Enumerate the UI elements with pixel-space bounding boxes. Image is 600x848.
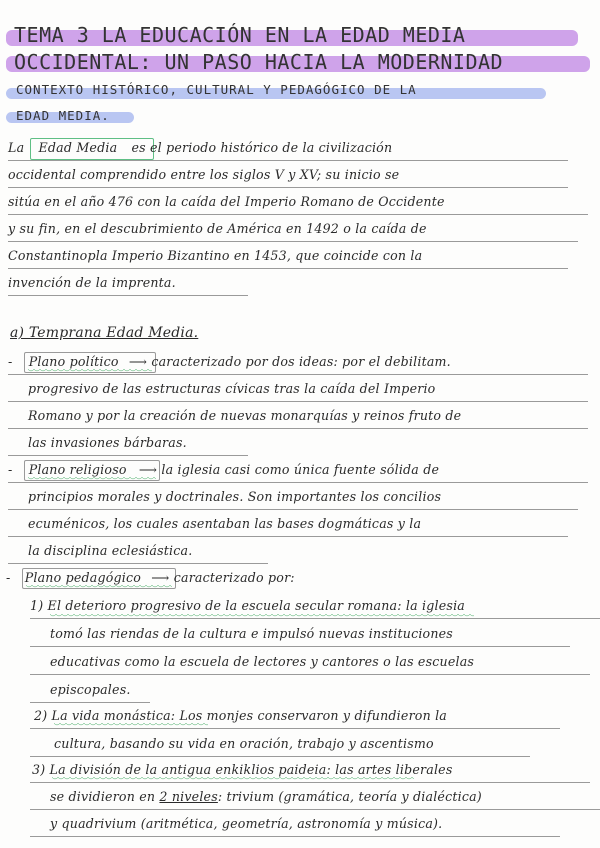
item3-line-1 <box>32 762 453 777</box>
item3-line-2 <box>50 789 482 804</box>
religioso-line-1 <box>8 462 439 477</box>
religioso-line-3: ecuménicos, los cuales asentaban las bases dogmáticas y la <box>28 516 422 531</box>
religioso-line-4 <box>28 543 192 558</box>
ruled-line <box>8 401 588 402</box>
wavy-underline <box>28 477 156 481</box>
title-line-1: TEMA 3 LA EDUCACIÓN EN LA EDAD MEDIA <box>14 23 466 47</box>
dash-bullet: - <box>6 570 11 585</box>
plano-politico-label: Plano político <box>28 354 119 369</box>
ruled-line <box>30 674 590 675</box>
ruled-line <box>30 728 560 729</box>
item-title: La división de la antigua enkiklios paideia <box>49 762 327 777</box>
ruled-line <box>30 809 600 810</box>
item1-line-3: educativas como la escuela de lectores y cantores o las escuelas <box>50 654 475 669</box>
religioso-text: disciplina eclesiástica. <box>44 543 193 558</box>
politico-line-2: progresivo de las estructuras cívicas tras la caída del Imperio <box>28 381 436 396</box>
item1-line-4: episcopales. <box>50 682 131 697</box>
dash-bullet: - <box>8 462 13 477</box>
politico-text: caracterizado por dos ideas: por el debilitam. <box>151 354 451 369</box>
plano-pedagogico-label: Plano pedagógico <box>24 570 142 585</box>
item-number: 1) <box>30 598 44 613</box>
politico-line-3: Romano y por la creación de nuevas monarquías y reinos fruto de <box>28 408 462 423</box>
item2-line-2: cultura, basando su vida en oración, trabajo y ascentismo <box>54 736 434 751</box>
religioso-text: la <box>28 543 40 558</box>
ruled-line <box>30 756 530 757</box>
intro-line-6: invención de la imprenta. <box>8 275 176 290</box>
item1-line-1 <box>30 598 465 613</box>
term-edad-media: Edad Media <box>38 140 118 155</box>
ruled-line <box>30 702 150 703</box>
religioso-line-2: principios morales y doctrinales. Son importantes los concilios <box>28 489 442 504</box>
item-number: 2) <box>34 708 48 723</box>
religioso-text: la iglesia casi como única fuente sólida de <box>161 462 440 477</box>
item-text: : las artes liberales <box>326 762 453 777</box>
ruled-line <box>30 618 600 619</box>
item-emphasis: 2 niveles <box>159 789 218 804</box>
wavy-underline <box>28 369 152 373</box>
ruled-line <box>8 295 248 296</box>
intro-line-5: Constantinopla Imperio Bizantino en 1453, que coincide con la <box>8 248 423 263</box>
intro-line-3: sitúa en el año 476 con la caída del Imperio Romano de Occidente <box>8 194 445 209</box>
ruled-line <box>8 160 568 161</box>
ruled-line <box>30 836 560 837</box>
section-a-heading: a) Temprana Edad Media. <box>10 325 199 341</box>
intro-text: es el periodo histórico de la civilización <box>131 140 393 155</box>
intro-line-4: y su fin, en el descubrimiento de América en 1492 o la caída de <box>8 221 427 236</box>
ruled-line <box>8 241 578 242</box>
pedagogico-line-1 <box>6 570 295 585</box>
arrow-right-icon: ⟶ <box>138 462 158 477</box>
item-title: El deterioro progresivo de la escuela secular romana <box>47 598 398 613</box>
item-number: 3) <box>32 762 46 777</box>
item-text: : la iglesia <box>397 598 466 613</box>
ruled-line <box>8 536 568 537</box>
wavy-underline <box>26 585 172 589</box>
ruled-line <box>8 214 588 215</box>
item-text: : trivium (gramática, teoría y dialéctica) <box>217 789 482 804</box>
politico-line-4: las invasiones bárbaras. <box>28 435 187 450</box>
item-text: : Los monjes conservaron y difundieron la <box>170 708 448 723</box>
ruled-line <box>8 455 248 456</box>
intro-text: La <box>8 140 25 155</box>
wavy-underline <box>54 723 208 727</box>
item-text: se dividieron en <box>50 789 156 804</box>
intro-line-2: occidental comprendido entre los siglos V y XV; su inicio se <box>8 167 400 182</box>
arrow-right-icon: ⟶ <box>128 354 148 369</box>
item3-line-3: y quadrivium (aritmética, geometría, astronomía y música). <box>50 816 443 831</box>
arrow-right-icon: ⟶ <box>151 570 170 585</box>
ruled-line <box>8 563 268 564</box>
item2-line-1 <box>34 708 447 723</box>
ruled-line <box>8 187 568 188</box>
pedagogico-text: caracterizado por: <box>173 570 295 585</box>
ruled-line <box>8 509 578 510</box>
ruled-line <box>8 428 588 429</box>
title-line-2: OCCIDENTAL: UN PASO HACIA LA MODERNIDAD <box>14 50 504 74</box>
subtitle-line-1: CONTEXTO HISTÓRICO, CULTURAL Y PEDAGÓGICO DE LA <box>16 82 417 97</box>
item1-line-2: tomó las riendas de la cultura e impulsó nuevas instituciones <box>50 626 453 641</box>
ruled-line <box>30 646 570 647</box>
ruled-line <box>8 268 568 269</box>
dash-bullet: - <box>8 354 13 369</box>
ruled-line <box>8 482 588 483</box>
item-title: La vida monástica <box>51 708 171 723</box>
intro-line-1 <box>8 140 392 155</box>
subtitle-line-2: EDAD MEDIA. <box>16 108 110 123</box>
ruled-line <box>8 374 588 375</box>
plano-religioso-label: Plano religioso <box>28 462 127 477</box>
wavy-underline <box>52 777 414 781</box>
ruled-line <box>30 782 590 783</box>
politico-line-1 <box>8 354 451 369</box>
